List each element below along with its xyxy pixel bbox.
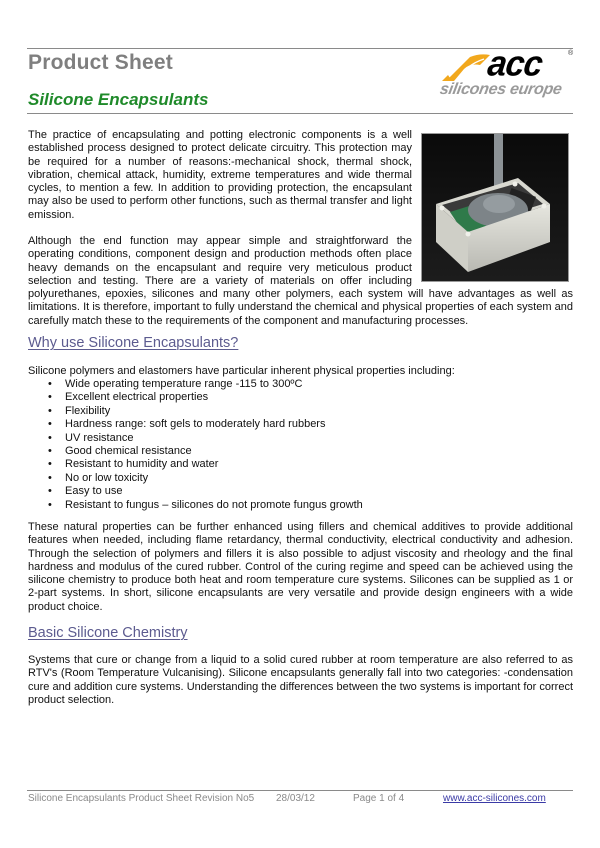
list-item-text: Wide operating temperature range -115 to 300ºC <box>65 378 303 390</box>
list-item <box>28 391 363 404</box>
section-heading-why: Why use Silicone Encapsulants? <box>28 335 239 351</box>
bullet-icon: • <box>48 485 52 498</box>
footer-page-number: Page 1 of 4 <box>353 793 405 804</box>
bullet-icon: • <box>48 431 52 444</box>
bullet-icon: • <box>48 458 52 471</box>
encapsulation-photo-icon <box>422 134 568 281</box>
chemistry-paragraph: Systems that cure or change from a liquid to a solid cured rubber at room temperature are also referred to as RTV's (Room Temperature Vulcanising). Silicone encapsulants generally fall into two categories: -condensation cure and addition cure systems. Understanding the differences between the two systems is important for correct product selection. <box>28 654 573 706</box>
list-item-text: Resistant to humidity and water <box>65 458 219 471</box>
footer-document-name: Silicone Encapsulants Product Sheet Revision No5 <box>28 793 255 804</box>
website-link[interactable]: www.acc-silicones.com <box>443 793 546 804</box>
intro-paragraph-2-narrow: Although the end function may appear simple and straightforward the operating conditions, component design and production methods often place heavy demands on the encapsulant and require very meticulous product selection and testing. There are a variety of materials on offer including <box>28 235 412 287</box>
list-item-text: Easy to use <box>65 485 123 498</box>
intro-paragraph-2-wide: polyurethanes, epoxies, silicones and many other polymers, each system will have advantages as well as limitations. It is therefore, important to fully understand the chemical and physical properties of each system and carefully match these to the requirements of the component and manufacturing processes. <box>28 288 573 327</box>
bullet-icon: • <box>48 498 52 511</box>
bullet-icon: • <box>48 445 52 458</box>
header-bottom-rule <box>27 113 573 114</box>
bullet-icon: • <box>48 471 52 484</box>
list-item-text: UV resistance <box>65 431 134 444</box>
logo-swoosh-icon <box>440 53 492 83</box>
list-item <box>28 499 363 512</box>
footer-link-wrapper <box>443 793 546 804</box>
list-item <box>28 485 363 498</box>
footer-rule <box>27 790 573 791</box>
list-item-text: Hardness range: soft gels to moderately hard rubbers <box>65 418 326 431</box>
intro-paragraph-1: The practice of encapsulating and potting electronic components is a well established process designed to protect delicate circuitry. This protection may be required for a number of reasons:-mechanical shock, thermal shock, vibration, chemical attack, humidity, extreme temperatures and wide thermal cycles, to mention a few. In addition to providing protection, the encapsulant may also be used to perform other functions, such as thermal transfer and light emission. <box>28 129 412 221</box>
list-item-text: Excellent electrical properties <box>65 391 209 404</box>
list-item-text: Flexibility <box>65 404 111 417</box>
list-item-text: Good chemical resistance <box>65 445 192 458</box>
list-item <box>28 458 363 471</box>
list-item <box>28 405 363 418</box>
logo-brand-text: acc <box>485 44 545 84</box>
list-item-text: Resistant to fungus – silicones do not promote fungus growth <box>65 498 363 511</box>
list-item <box>28 445 363 458</box>
list-item <box>28 432 363 445</box>
bullet-icon: • <box>48 378 52 390</box>
why-lead-text: Silicone polymers and elastomers have particular inherent physical properties including: <box>28 365 455 377</box>
bullet-icon: • <box>48 404 52 417</box>
section-heading-chemistry: Basic Silicone Chemistry <box>28 625 188 641</box>
list-item <box>28 472 363 485</box>
why-paragraph: These natural properties can be further enhanced using fillers and chemical additives to provide additional features when needed, including flame retardancy, thermal conductivity, electrical conductivity and adhesion. Through the selection of polymers and fillers it is also possible to adjust viscosity and rheology and the final hardness and modulus of the cured rubber. Control of the curing regime and speed can be achieved using the silicone chemistry to produce both heat and room temperature cure systems. Silicones can be supplied as 1 or 2-part systems. In short, silicone encapsulants are very versatile and provide design engineers with a wide product choice. <box>28 521 573 613</box>
bullet-icon: • <box>48 391 52 404</box>
properties-list <box>28 378 363 512</box>
list-item <box>28 378 363 391</box>
product-photo <box>421 133 569 282</box>
logo-tagline: silicones europe <box>438 81 564 98</box>
footer-date: 28/03/12 <box>276 793 315 804</box>
acc-logo <box>438 44 578 106</box>
registered-mark: ® <box>568 50 574 57</box>
list-item <box>28 418 363 431</box>
document-title: Product Sheet <box>28 51 173 74</box>
document-subtitle: Silicone Encapsulants <box>28 90 209 109</box>
bullet-icon: • <box>48 418 52 431</box>
list-item-text: No or low toxicity <box>65 471 149 484</box>
